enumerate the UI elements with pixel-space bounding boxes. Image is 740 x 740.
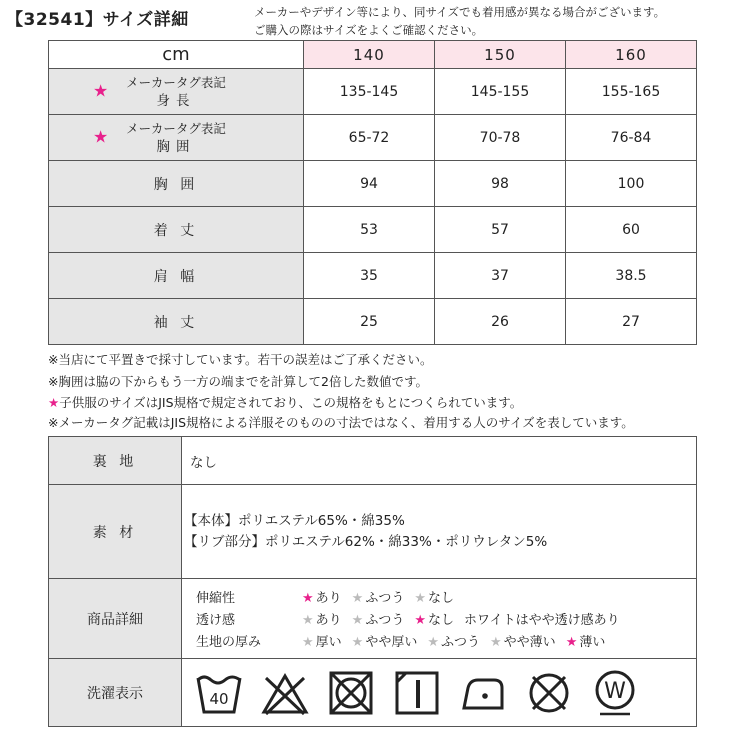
low-iron-icon [458,668,508,718]
star-icon: ★ [490,635,502,650]
note-prefix: ※ [48,415,59,430]
lining-value: なし [182,437,697,485]
star-icon: ★ [48,395,60,410]
notice-line-1: メーカーやデザイン等により、同サイズでも着用感が異なる場合がございます。 [254,5,666,19]
table-row [49,115,697,161]
material-line: 【本体】ポリエステル65%・綿35% [184,512,405,529]
wet-clean-icon [590,668,640,718]
note-line [48,350,433,368]
star-icon: ★ [351,591,364,606]
row-label-tag-height [49,69,304,115]
table-row [49,253,697,299]
star-icon: ★ [302,613,314,628]
cell: 65-72 [304,115,435,161]
cell: 35 [304,253,435,299]
option-item [490,635,556,650]
detail-name: 伸縮性 [196,591,236,606]
note-prefix: ※ [48,352,59,367]
wash-40-icon [194,668,244,718]
note-text: 当店にて平置きで採寸しています。若干の誤差はご了承ください。 [58,352,433,367]
cell: 27 [566,299,697,345]
table-row [49,161,697,207]
cell: 135-145 [304,69,435,115]
material-value [182,485,697,579]
info-table [48,436,697,727]
option-label: あり [315,613,342,628]
cell: 100 [566,161,697,207]
cell: 37 [435,253,566,299]
star-icon: ★ [427,635,439,650]
notice-line-2: ご購入の際はサイズをよくご確認ください。 [254,23,484,37]
page-title: 【32541】サイズ詳細 [6,10,189,30]
note-text: 胸囲は脇の下からもう一方の端までを計算して2倍した数値です。 [58,374,428,389]
star-icon: ★ [351,613,364,628]
star-icon: ★ [351,635,364,650]
wet-clean-letter: W [604,678,626,704]
option-label: なし [428,591,455,606]
tag-sublabel: 胸囲 [156,138,196,155]
table-row [49,207,697,253]
option-item [302,613,342,628]
info-row-lining [49,437,697,485]
no-bleach-icon [260,668,310,718]
line-dry-icon [392,668,442,718]
wash-temp-text: 40 [209,689,229,708]
cell: 98 [435,161,566,207]
size-150-header: 150 [435,41,566,69]
table-row [49,69,697,115]
cell: 145-155 [435,69,566,115]
note-line [48,372,428,390]
detail-options [302,631,696,650]
cell: 70-78 [435,115,566,161]
note-text: 子供服のサイズはJIS規格で規定されており、この規格をもとにつくられています。 [59,395,523,410]
option-item [414,613,454,628]
details-value [182,579,697,659]
option-label: あり [315,591,342,606]
material-line: 【リブ部分】ポリエステル62%・綿33%・ポリウレタン5% [184,533,548,550]
care-icons [182,659,697,727]
option-item [566,635,606,650]
option-item [414,591,454,606]
selected-star-icon: ★ [414,613,426,628]
option-item [352,591,405,606]
cell: 76-84 [566,115,697,161]
cell: 57 [435,207,566,253]
option-item [352,635,418,650]
row-label-shoulder: 肩 幅 [49,253,304,299]
row-label-tag-chest [49,115,304,161]
table-row [49,299,697,345]
selected-star-icon: ★ [565,635,578,650]
note-line [48,393,522,411]
note-prefix: ※ [48,374,59,389]
lining-label: 裏 地 [49,437,182,485]
cell: 38.5 [566,253,697,299]
detail-name: 生地の厚み [196,635,262,650]
option-label: 厚い [315,635,342,650]
cell: 94 [304,161,435,207]
tag-sublabel: 身長 [156,92,196,109]
unit-label: cm [49,41,304,69]
size-160-header: 160 [566,41,697,69]
selected-star-icon: ★ [302,591,314,606]
option-label: やや薄い [503,635,556,650]
size-140-header: 140 [304,41,435,69]
no-dry-clean-icon [524,668,574,718]
option-label: やや厚い [365,635,418,650]
info-row-material [49,485,697,579]
tag-label: メーカータグ表記 [126,120,226,136]
star-icon: ★ [302,635,314,650]
option-item [302,635,342,650]
star-icon: ★ [93,81,109,102]
no-tumble-dry-icon [326,668,376,718]
detail-options [302,609,696,628]
info-row-details [49,579,697,659]
option-label: ふつう [365,591,405,606]
star-icon: ★ [93,127,109,148]
tag-label: メーカータグ表記 [126,74,226,90]
size-table [48,40,697,345]
option-item [302,591,342,606]
cell: 60 [566,207,697,253]
note-line [48,413,634,431]
star-icon: ★ [414,591,426,606]
cell: 25 [304,299,435,345]
detail-options [302,587,696,606]
note-text: メーカータグ記載はJIS規格による洋服そのものの寸法ではなく、着用する人のサイズを表しています。 [58,415,634,430]
option-label: なし [428,613,455,628]
option-item [427,635,480,650]
option-label: ふつう [441,635,481,650]
option-item [352,613,405,628]
detail-name: 透け感 [196,613,236,628]
cell: 53 [304,207,435,253]
option-label: ふつう [365,613,405,628]
option-note: ホワイトはやや透け感あり [464,613,620,628]
material-label: 素 材 [49,485,182,579]
details-label: 商品詳細 [49,579,182,659]
cell: 155-165 [566,69,697,115]
cell: 26 [435,299,566,345]
row-label-length: 着 丈 [49,207,304,253]
option-label: 薄い [579,635,606,650]
details-grid [182,587,696,650]
row-label-sleeve: 袖 丈 [49,299,304,345]
info-row-care [49,659,697,727]
row-label-chest: 胸 囲 [49,161,304,207]
size-header-row [49,41,697,69]
care-label: 洗濯表示 [49,659,182,727]
